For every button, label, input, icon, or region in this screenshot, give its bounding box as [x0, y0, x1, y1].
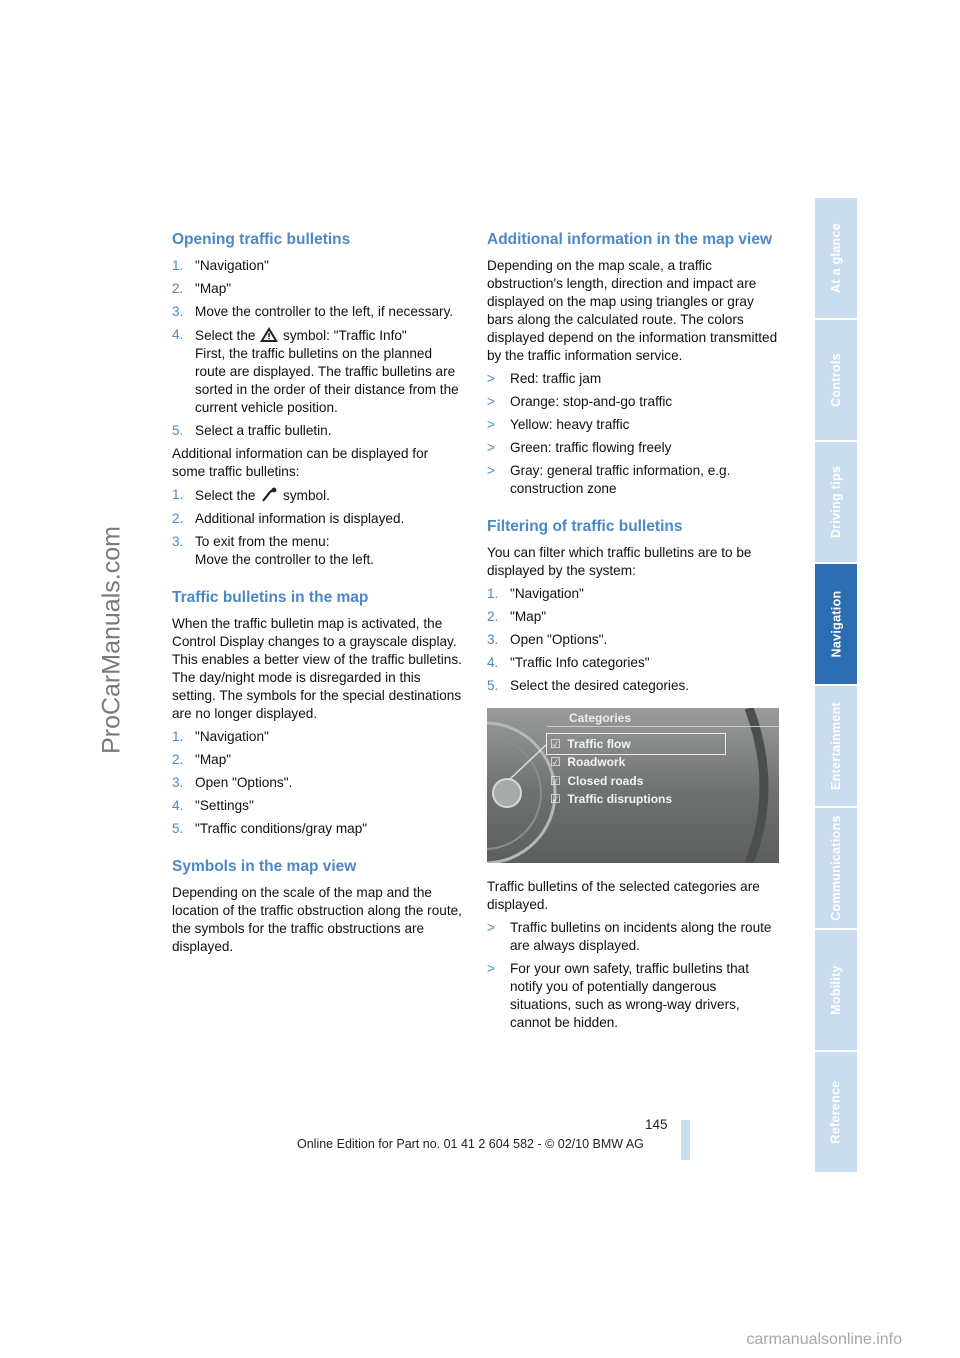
step-item [172, 303, 465, 321]
bullet-marker: > [487, 920, 495, 935]
section-title: Traffic bulletins in the map [172, 589, 369, 606]
step-text: Select a traffic bulletin. [195, 423, 332, 438]
bullet-text: Traffic bulletins on incidents along the route are always displayed. [510, 920, 772, 953]
step-item [172, 533, 465, 569]
tab-label: Reference [829, 1080, 843, 1144]
bullet-item [487, 393, 780, 411]
category-item-traffic-flow[interactable] [550, 735, 631, 753]
step-number: 3. [172, 304, 184, 319]
category-label: Roadwork [567, 755, 626, 769]
steps-list [172, 486, 465, 569]
bullet-marker: > [487, 394, 495, 409]
tab-label: Controls [829, 353, 844, 407]
step-text: "Navigation" [510, 586, 584, 601]
tab-label: At a glance [829, 223, 843, 293]
bullet-text: For your own safety, traffic bulletins that notify you of potentially dangerous situations, such as wrong-way drivers, cannot be hidden. [510, 961, 750, 1030]
step-text-continued: Move the controller to the left. [195, 552, 375, 567]
bullet-marker: > [487, 463, 495, 478]
bullet-marker: > [487, 371, 495, 386]
step-item [172, 820, 465, 838]
step-text: symbol. [283, 488, 330, 503]
bullet-marker: > [487, 961, 495, 976]
step-item [487, 585, 780, 603]
side-watermark: ProCarManuals.com [97, 526, 126, 754]
tab-label: Driving tips [829, 465, 844, 539]
step-item [172, 422, 465, 440]
step-item [487, 677, 780, 695]
step-number: 2. [487, 609, 499, 624]
tab-driving-tips[interactable] [815, 442, 857, 562]
bullet-text: Yellow: heavy traffic [510, 417, 630, 432]
section-filtering-traffic-bulletins [487, 516, 780, 1032]
category-item-traffic-disruptions[interactable] [550, 790, 672, 808]
bullet-item [487, 462, 780, 498]
checkbox-icon: ☑ [550, 737, 561, 751]
section-title: Filtering of traffic bulletins [487, 518, 683, 535]
bullet-item [487, 960, 780, 1032]
checkbox-icon: ☑ [550, 792, 561, 806]
tab-label: Navigation [829, 590, 843, 658]
steps-list [172, 728, 465, 838]
step-text: "Traffic Info categories" [510, 655, 650, 670]
page-marker-bar [681, 1120, 690, 1160]
tab-navigation[interactable] [815, 564, 857, 684]
tab-mobility[interactable] [815, 930, 857, 1050]
step-text: Select the [195, 488, 256, 503]
bullet-text: Red: traffic jam [510, 371, 602, 386]
step-item [172, 774, 465, 792]
step-item [487, 631, 780, 649]
category-label: Traffic disruptions [567, 792, 673, 806]
step-item [172, 326, 465, 417]
checkbox-icon: ☑ [550, 755, 561, 769]
category-label: Closed roads [567, 774, 644, 788]
step-number: 5. [172, 821, 184, 836]
step-number: 2. [172, 511, 184, 526]
step-number: 2. [172, 281, 184, 296]
tab-label: Communications [829, 815, 844, 921]
paragraph: You can filter which traffic bulletins are to be displayed by the system: [487, 545, 752, 578]
paragraph: Depending on the map scale, a traffic obstruction's length, direction and impact are displayed on the map using triangles or gray bars along the calculated route. The colors displayed depend on the information transmitted by the traffic information service. [487, 258, 778, 363]
step-number: 1. [172, 258, 184, 273]
step-item [172, 751, 465, 769]
bullet-text: Gray: general traffic information, e.g. construction zone [510, 463, 731, 496]
paragraph: Depending on the scale of the map and the location of the traffic obstruction along the route, the symbols for the traffic obstructions are displayed. [172, 885, 462, 954]
bullet-list [487, 919, 780, 1032]
bullet-item [487, 416, 780, 434]
step-text: "Navigation" [195, 729, 269, 744]
section-title: Symbols in the map view [172, 858, 357, 875]
step-text: Open "Options". [510, 632, 608, 647]
categories-screen-image [487, 708, 779, 863]
step-text-continued: First, the traffic bulletins on the planned route are displayed. The traffic bulletins are sorted in the order of their distance from the current vehicle position. [195, 346, 459, 415]
category-item-closed-roads[interactable] [550, 772, 643, 790]
step-item [172, 728, 465, 746]
left-column [172, 229, 465, 974]
steps-list [487, 585, 780, 695]
tab-label: Entertainment [829, 702, 844, 790]
paragraph: Additional information can be displayed for some traffic bulletins: [172, 446, 429, 479]
step-text: symbol: "Traffic Info" [283, 328, 407, 343]
step-text: Select the [195, 328, 256, 343]
right-column [487, 229, 780, 1050]
step-item [172, 280, 465, 298]
paragraph: When the traffic bulletin map is activated, the Control Display changes to a grayscale display. This enables a better view of the traffic bulletins. The day/night mode is disregarded in this setting. The symbols for the special destinations are no longer displayed. [172, 616, 462, 721]
bullet-item [487, 370, 780, 388]
tab-controls[interactable] [815, 320, 857, 440]
step-number: 4. [172, 327, 184, 342]
step-text: "Map" [195, 281, 232, 296]
info-arrow-icon [259, 486, 279, 503]
step-item [172, 797, 465, 815]
section-additional-info-map-view [487, 229, 780, 498]
step-text: Move the controller to the left, if necessary. [195, 304, 454, 319]
step-number: 2. [172, 752, 184, 767]
section-symbols-in-map-view [172, 856, 465, 956]
step-text: "Navigation" [195, 258, 269, 273]
section-title: Opening traffic bulletins [172, 231, 351, 248]
step-number: 3. [172, 775, 184, 790]
divider [547, 726, 779, 727]
step-text: "Map" [195, 752, 232, 767]
step-number: 5. [172, 423, 184, 438]
step-number: 4. [172, 798, 184, 813]
step-number: 1. [172, 729, 184, 744]
bullet-marker: > [487, 440, 495, 455]
tab-communications[interactable] [815, 808, 857, 928]
bottom-watermark: carmanualsonline.info [746, 1331, 902, 1348]
step-text: "Traffic conditions/gray map" [195, 821, 368, 836]
tab-at-a-glance[interactable] [815, 198, 857, 318]
paragraph: Traffic bulletins of the selected categories are displayed. [487, 879, 760, 912]
step-text: "Settings" [195, 798, 254, 813]
step-number: 5. [487, 678, 499, 693]
page-number: 145 [645, 1117, 668, 1132]
steps-list [172, 257, 465, 440]
categories-title: Categories [569, 711, 632, 725]
step-number: 1. [487, 586, 499, 601]
step-item [487, 608, 780, 626]
section-traffic-bulletins-in-map [172, 587, 465, 838]
checkbox-icon: ☑ [550, 774, 561, 788]
step-item [487, 654, 780, 672]
tab-entertainment[interactable] [815, 686, 857, 806]
step-item [172, 486, 465, 505]
step-number: 1. [172, 487, 184, 502]
step-text: Additional information is displayed. [195, 511, 405, 526]
step-item [172, 257, 465, 275]
step-number: 3. [487, 632, 499, 647]
category-item-roadwork[interactable] [550, 753, 625, 771]
step-number: 4. [487, 655, 499, 670]
step-text: Select the desired categories. [510, 678, 690, 693]
footer-text: Online Edition for Part no. 01 41 2 604 582 - © 02/10 BMW AG [297, 1137, 644, 1151]
step-text: "Map" [510, 609, 547, 624]
step-number: 3. [172, 534, 184, 549]
bullet-item [487, 919, 780, 955]
chapter-tabs [815, 198, 857, 1174]
step-text: To exit from the menu: [195, 534, 330, 549]
bullet-list [487, 370, 780, 498]
bullet-text: Green: traffic flowing freely [510, 440, 672, 455]
bullet-item [487, 439, 780, 457]
step-text: Open "Options". [195, 775, 293, 790]
bullet-marker: > [487, 417, 495, 432]
section-title: Additional information in the map view [487, 231, 773, 248]
category-label: Traffic flow [567, 737, 631, 751]
step-item [172, 510, 465, 528]
tab-reference[interactable] [815, 1052, 857, 1172]
section-opening-traffic-bulletins [172, 229, 465, 569]
bullet-text: Orange: stop-and-go traffic [510, 394, 673, 409]
tab-label: Mobility [829, 965, 843, 1015]
warning-triangle-icon [259, 326, 279, 343]
